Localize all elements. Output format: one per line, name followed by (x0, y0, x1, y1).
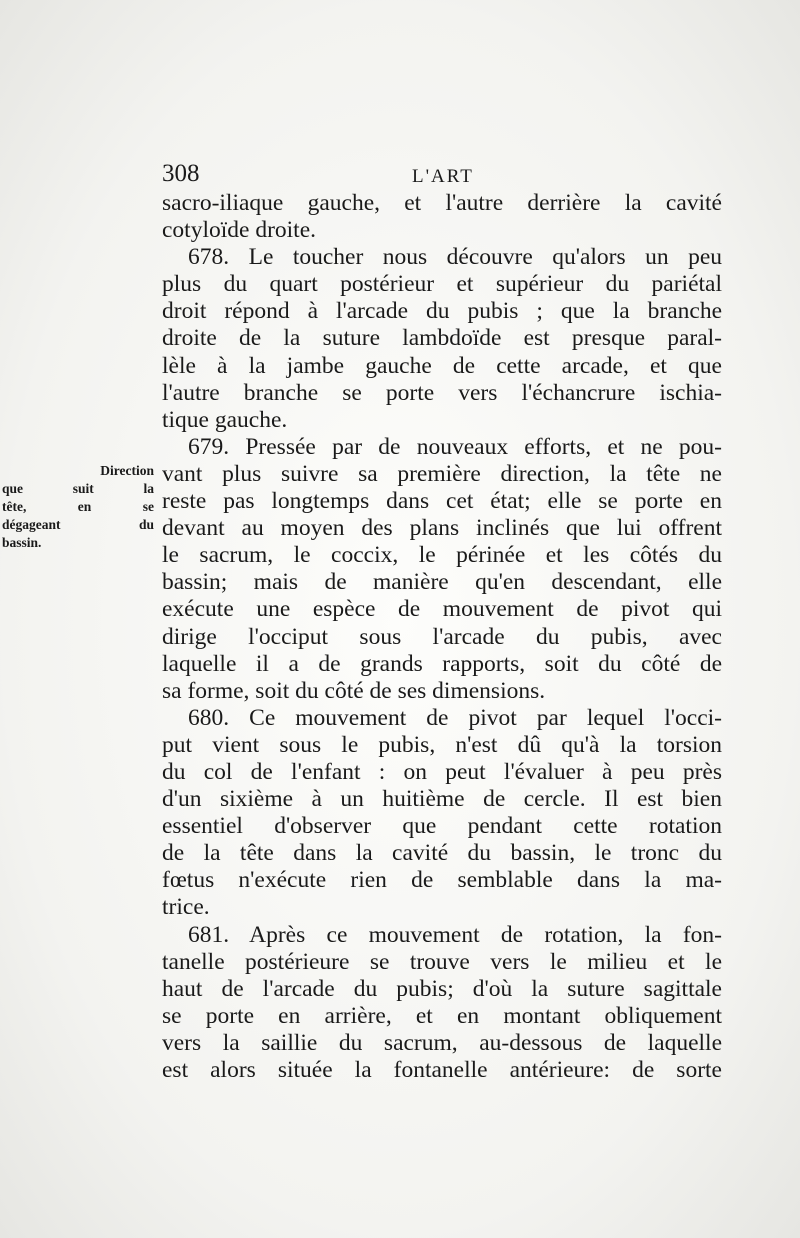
text-line: laquelle il a de grands rapports, soit du côté de (162, 650, 722, 677)
text-line: devant au moyen des plans inclinés que lui offrent (162, 515, 722, 542)
text-line: d'un sixième à un huitième de cercle. Il est bien (162, 786, 722, 813)
text-line: haut de l'arcade du pubis; d'où la suture sagittale (162, 975, 722, 1002)
text-line: 680. Ce mouvement de pivot par lequel l'occi- (188, 704, 722, 731)
text-line: put vient sous le pubis, n'est dû qu'à la torsion (162, 731, 722, 758)
text-line: de la tête dans la cavité du bassin, le tronc du (162, 840, 722, 867)
text-line: le sacrum, le coccix, le périnée et les côtés du (162, 542, 722, 569)
margin-note-line: tête, en se (2, 499, 154, 514)
text-line: 678. Le toucher nous découvre qu'alors un peu (188, 244, 722, 271)
text-line: l'autre branche se porte vers l'échancrure ischia- (162, 379, 722, 406)
text-line: du col de l'enfant : on peut l'évaluer à peu près (162, 758, 722, 785)
text-line: dirige l'occiput sous l'arcade du pubis, avec (162, 623, 722, 650)
text-line: fœtus n'exécute rien de semblable dans la ma- (162, 867, 722, 894)
text-line: 681. Après ce mouvement de rotation, la fon- (188, 921, 722, 948)
text-line: essentiel d'observer que pendant cette rotation (162, 813, 722, 840)
text-line: 679. Pressée par de nouveaux efforts, et ne pou- (188, 433, 722, 460)
text-line: vers la saillie du sacrum, au-dessous de laquelle (162, 1029, 722, 1056)
margin-note-line: bassin. (2, 535, 42, 550)
text-line: sa forme, soit du côté de ses dimensions. (162, 677, 546, 704)
margin-note-line: dégageant du (2, 517, 154, 532)
running-head: L'ART (412, 166, 474, 187)
text-line: plus du quart postérieur et supérieur du pariétal (162, 271, 722, 298)
text-line: droit répond à l'arcade du pubis ; que la branche (162, 298, 722, 325)
text-line: est alors située la fontanelle antérieure: de sorte (162, 1057, 722, 1083)
text-line: lèle à la jambe gauche de cette arcade, et que (162, 352, 722, 379)
text-line: bassin; mais de manière qu'en descendant, elle (162, 569, 722, 596)
margin-note (2, 462, 154, 552)
text-line: exécute une espèce de mouvement de pivot qui (162, 596, 722, 623)
text-line: droite de la suture lambdoïde est presque paral- (162, 325, 722, 352)
text-line: reste pas longtemps dans cet état; elle se porte en (162, 488, 722, 515)
margin-note-line: Direction (100, 463, 154, 478)
text-line: se porte en arrière, et en montant obliquement (162, 1002, 722, 1029)
text-line: sacro-iliaque gauche, et l'autre derrière la cavité (162, 190, 722, 216)
page-header (162, 160, 722, 192)
page-number: 308 (162, 160, 200, 187)
text-line: vant plus suivre sa première direction, la tête ne (162, 460, 722, 487)
body-text (162, 190, 722, 1084)
text-line: trice. (162, 894, 210, 921)
text-line: cotyloïde droite. (162, 217, 317, 244)
margin-note-line: que suit la (2, 481, 154, 496)
text-line: tique gauche. (162, 406, 288, 433)
text-line: tanelle postérieure se trouve vers le milieu et le (162, 948, 722, 975)
